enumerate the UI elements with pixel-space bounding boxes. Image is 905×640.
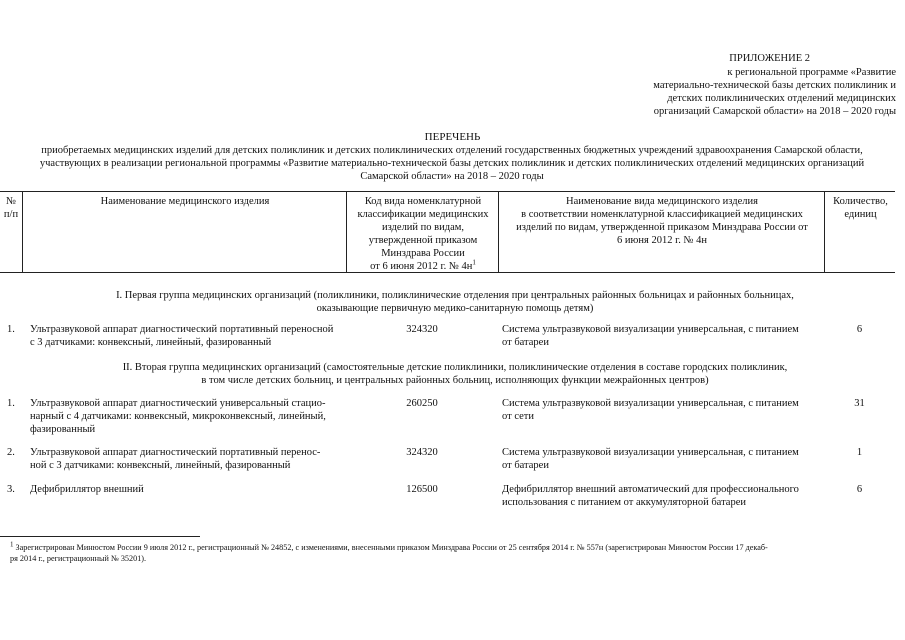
subtitle-line: участвующих в реализации региональной программы «Развитие материально-технической базы детских поликлиник и детских поликлинических отделений медицинских организаций — [39, 158, 865, 169]
kind-line: от сети — [502, 411, 534, 422]
row-kind — [502, 446, 822, 472]
device-name-line: с 3 датчиками: конвексный, линейный, фазированный — [30, 337, 272, 348]
appendix-line: детских поликлинических отделений медицинских — [667, 93, 896, 104]
row-code: 324320 — [406, 447, 438, 458]
header-code — [346, 192, 499, 272]
subtitle-line: Самарской области» на 2018 – 2020 годы — [360, 171, 544, 182]
header-num — [0, 192, 22, 272]
header-kind — [498, 192, 825, 272]
header-kind-line: в соответствии номенклатурной классификацией медицинских — [521, 209, 803, 220]
device-name-line: нарный с 4 датчиками: конвексный, микроконвексный, линейный, — [30, 411, 326, 422]
device-name-line: ной с 3 датчиками: конвексный, линейный, фазированный — [30, 460, 291, 471]
header-code-line: изделий по видам, — [381, 222, 465, 233]
header-kind-line: изделий по видам, утвержденной приказом Минздрава России от — [516, 222, 808, 233]
document-subtitle — [12, 144, 892, 183]
row-number: 1. — [7, 398, 15, 409]
footnote — [10, 542, 895, 564]
row-kind — [502, 323, 822, 349]
group-heading-line: оказывающие первичную медико-санитарную помощь детям) — [316, 303, 594, 314]
device-name-line: Ультразвуковой аппарат диагностический портативный переносной — [30, 324, 334, 335]
header-code-line: классификации медицинских — [357, 209, 489, 220]
header-qty-line: Количество, — [833, 196, 888, 207]
device-name-line: Ультразвуковой аппарат диагностический универсальный стацио- — [30, 398, 326, 409]
appendix-block — [600, 52, 896, 118]
group-heading-2 — [40, 361, 870, 387]
row-code: 260250 — [406, 398, 438, 409]
table-header — [0, 191, 895, 273]
kind-line: от батареи — [502, 460, 549, 471]
header-code-line: Минздрава России — [381, 248, 465, 259]
kind-line: от батареи — [502, 337, 549, 348]
row-number: 2. — [7, 447, 15, 458]
header-qty-line: единиц — [844, 209, 877, 220]
appendix-line: к региональной программе «Развитие — [727, 67, 896, 78]
header-qty — [824, 192, 896, 272]
header-name-line: Наименование медицинского изделия — [100, 196, 270, 207]
row-device-name — [30, 446, 350, 472]
header-kind-line: 6 июня 2012 г. № 4н — [617, 235, 707, 246]
row-kind — [502, 483, 822, 509]
group-heading-line: I. Первая группа медицинских организаций (поликлиники, поликлинические отделения при центральных районных больницах и районных больницах, — [116, 290, 794, 301]
kind-line: использования с питанием от аккумуляторной батареи — [502, 497, 746, 508]
header-code-line-last — [347, 260, 499, 273]
subtitle-line: приобретаемых медицинских изделий для детских поликлиник и детских поликлинических отделений государственных бюджетных учреждений здравоохранения Самарской области, — [41, 145, 863, 156]
footnote-mark: 1 — [10, 540, 14, 549]
footnote-divider — [0, 536, 200, 537]
row-quantity: 1 — [856, 447, 863, 458]
row-quantity: 6 — [856, 484, 863, 495]
header-num-line: п/п — [3, 209, 19, 220]
device-name-line: фазированный — [30, 424, 96, 435]
header-kind-line: Наименование вида медицинского изделия — [566, 196, 758, 207]
kind-line: Система ультразвуковой визуализации универсальная, с питанием — [502, 447, 799, 458]
group-heading-line: II. Вторая группа медицинских организаций (самостоятельные детские поликлиники, поликлинические отделения в составе городских поликлиник, — [122, 362, 788, 373]
row-device-name — [30, 323, 350, 349]
header-name — [22, 192, 347, 272]
row-code: 324320 — [406, 324, 438, 335]
row-number: 3. — [7, 484, 15, 495]
kind-line: Система ультразвуковой визуализации универсальная, с питанием — [502, 324, 799, 335]
header-code-text: от 6 июня 2012 г. № 4н — [370, 261, 473, 272]
device-name-line: Ультразвуковой аппарат диагностический портативный перенос- — [30, 447, 321, 458]
appendix-line: организаций Самарской области» на 2018 – 2020 годы — [653, 106, 896, 117]
row-device-name — [30, 397, 350, 436]
row-device-name — [30, 483, 350, 496]
row-quantity: 6 — [856, 324, 863, 335]
footnote-line: ря 2014 г., регистрационный № 35201). — [10, 554, 147, 563]
footnote-ref: 1 — [472, 258, 476, 267]
group-heading-1 — [40, 289, 870, 315]
device-name-line: Дефибриллятор внешний — [30, 484, 144, 495]
row-kind — [502, 397, 822, 423]
kind-line: Система ультразвуковой визуализации универсальная, с питанием — [502, 398, 799, 409]
appendix-heading: ПРИЛОЖЕНИЕ 2 — [729, 53, 810, 64]
kind-line: Дефибриллятор внешний автоматический для профессионального — [502, 484, 799, 495]
appendix-line: материально-технической базы детских поликлиник и — [653, 80, 896, 91]
footnote-text: Зарегистрирован Минюстом России 9 июля 2012 г., регистрационный № 24852, с изменениями, внесенными приказом Минздрава России от 25 сентября 2014 г. № 557н (зарегистрирован Минюстом России 17 декаб- — [15, 543, 768, 552]
footnote-line — [10, 542, 895, 553]
row-number: 1. — [7, 324, 15, 335]
header-num-line: № — [5, 196, 17, 207]
header-code-line: Код вида номенклатурной — [364, 196, 482, 207]
row-quantity: 31 — [854, 398, 865, 409]
row-code: 126500 — [406, 484, 438, 495]
group-heading-line: в том числе детских больниц, и центральных районных больниц, исполняющих функции межрайонных центров) — [201, 375, 709, 386]
header-code-line: утвержденной приказом — [368, 235, 478, 246]
document-title: ПЕРЕЧЕНЬ — [424, 131, 481, 143]
